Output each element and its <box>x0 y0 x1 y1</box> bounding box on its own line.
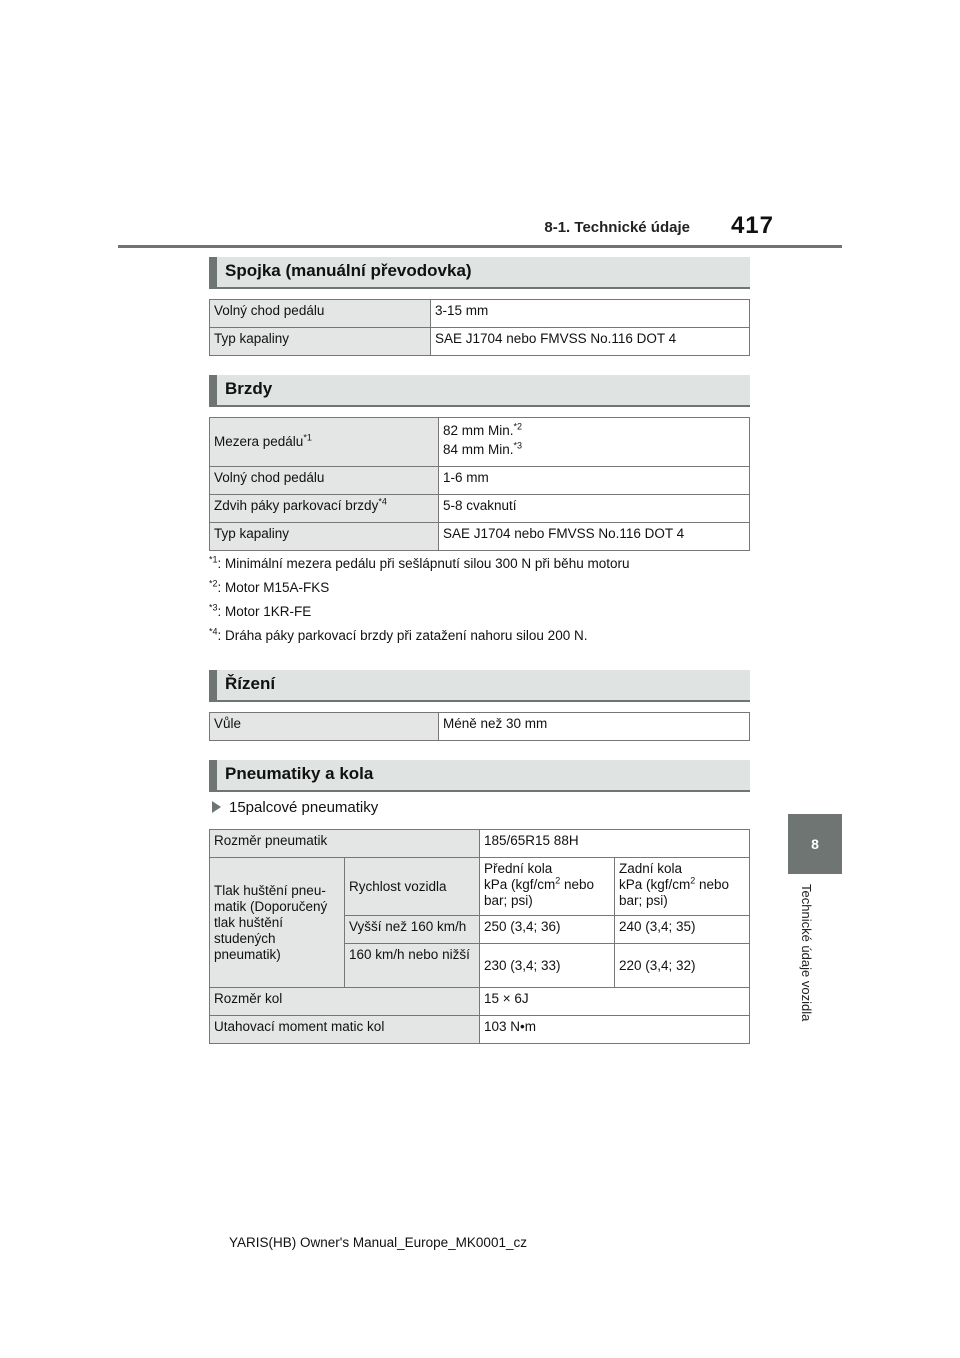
footnote: $^{*1}$: Minimální mezera pedálu při sešlápnutí silou 300 N při běhu motoru <box>209 554 630 571</box>
section-title: 8-1. Technické údaje <box>544 219 690 236</box>
arrow-right-icon <box>212 801 221 813</box>
wheel-size-label: Rozměr kol <box>210 988 480 1016</box>
tires-heading: Pneumatiky a kola <box>209 760 750 792</box>
torque-value: 103 N•m <box>480 1016 750 1044</box>
table-row <box>210 1016 750 1044</box>
torque-label: Utahovací moment matic kol <box>210 1016 480 1044</box>
steering-heading: Řízení <box>209 670 750 702</box>
front-wheels-header: Přední kola kPa ($kgf/cm^2$ nebo bar; psi) <box>480 858 615 916</box>
clutch-free-play-label: Volný chod pedálu <box>210 300 431 328</box>
tire-size-value: 185/65R15 88H <box>480 830 750 858</box>
page-number: 417 <box>730 212 774 239</box>
tire-size-bullet: 15palcové pneumatiky <box>212 799 378 816</box>
clutch-table <box>209 299 750 356</box>
table-row <box>210 988 750 1016</box>
clutch-heading: Spojka (manuální převodovka) <box>209 257 750 289</box>
brake-free-play-value: 1-6 mm <box>439 467 750 495</box>
pedal-clearance-label: Mezera pedálu$^{*1}$ <box>210 418 439 467</box>
footnote: $^{*3}$: Motor 1KR-FE <box>209 602 312 619</box>
table-row <box>210 495 750 523</box>
tire-size-label: Rozměr pneumatik <box>210 830 480 858</box>
rear-pressure-high: 240 (3,4; 35) <box>615 916 750 944</box>
rear-pressure-low: 220 (3,4; 32) <box>615 944 750 988</box>
footnote: $^{*2}$: Motor M15A-FKS <box>209 578 330 595</box>
clutch-fluid-label: Typ kapaliny <box>210 328 431 356</box>
clutch-free-play-value: 3-15 mm <box>431 300 750 328</box>
table-row <box>210 713 750 741</box>
rear-wheels-header: Zadní kola kPa ($kgf/cm^2$ nebo bar; psi) <box>615 858 750 916</box>
pedal-clearance-value: 82 mm Min.$^{*2}$ 84 mm Min.$^{*3}$ <box>439 418 750 467</box>
parking-lever-value: 5-8 cvaknutí <box>439 495 750 523</box>
tires-table <box>209 829 750 1044</box>
table-row <box>210 523 750 551</box>
chapter-label: Technické údaje vozidla <box>799 884 814 1022</box>
speed-high: Vyšší než 160 km/h <box>345 916 480 944</box>
brakes-heading: Brzdy <box>209 375 750 407</box>
front-pressure-high: 250 (3,4; 36) <box>480 916 615 944</box>
tire-pressure-label: Tlak huštění pneu-matik (Doporučený tlak huštění studených pneumatik) <box>210 858 345 988</box>
table-row <box>210 328 750 356</box>
speed-low: 160 km/h nebo nižší <box>345 944 480 988</box>
front-pressure-low: 230 (3,4; 33) <box>480 944 615 988</box>
wheel-size-value: 15 × 6J <box>480 988 750 1016</box>
table-row <box>210 830 750 858</box>
steering-play-label: Vůle <box>210 713 439 741</box>
brake-free-play-label: Volný chod pedálu <box>210 467 439 495</box>
parking-lever-label: Zdvih páky parkovací brzdy$^{*4}$ <box>210 495 439 523</box>
table-row <box>210 418 750 467</box>
table-row <box>210 300 750 328</box>
clutch-fluid-value: SAE J1704 nebo FMVSS No.116 DOT 4 <box>431 328 750 356</box>
steering-play-value: Méně než 30 mm <box>439 713 750 741</box>
footnote: $^{*4}$: Dráha páky parkovací brzdy při zatažení nahoru silou 200 N. <box>209 626 588 643</box>
brake-fluid-label: Typ kapaliny <box>210 523 439 551</box>
chapter-tab: 8 <box>788 814 842 874</box>
speed-header: Rychlost vozidla <box>345 858 480 916</box>
brakes-table <box>209 417 750 551</box>
table-row <box>210 467 750 495</box>
table-row <box>210 858 750 916</box>
steering-table <box>209 712 750 741</box>
footer-text: YARIS(HB) Owner's Manual_Europe_MK0001_cz <box>229 1235 527 1250</box>
page-header <box>118 212 842 248</box>
brake-fluid-value: SAE J1704 nebo FMVSS No.116 DOT 4 <box>439 523 750 551</box>
